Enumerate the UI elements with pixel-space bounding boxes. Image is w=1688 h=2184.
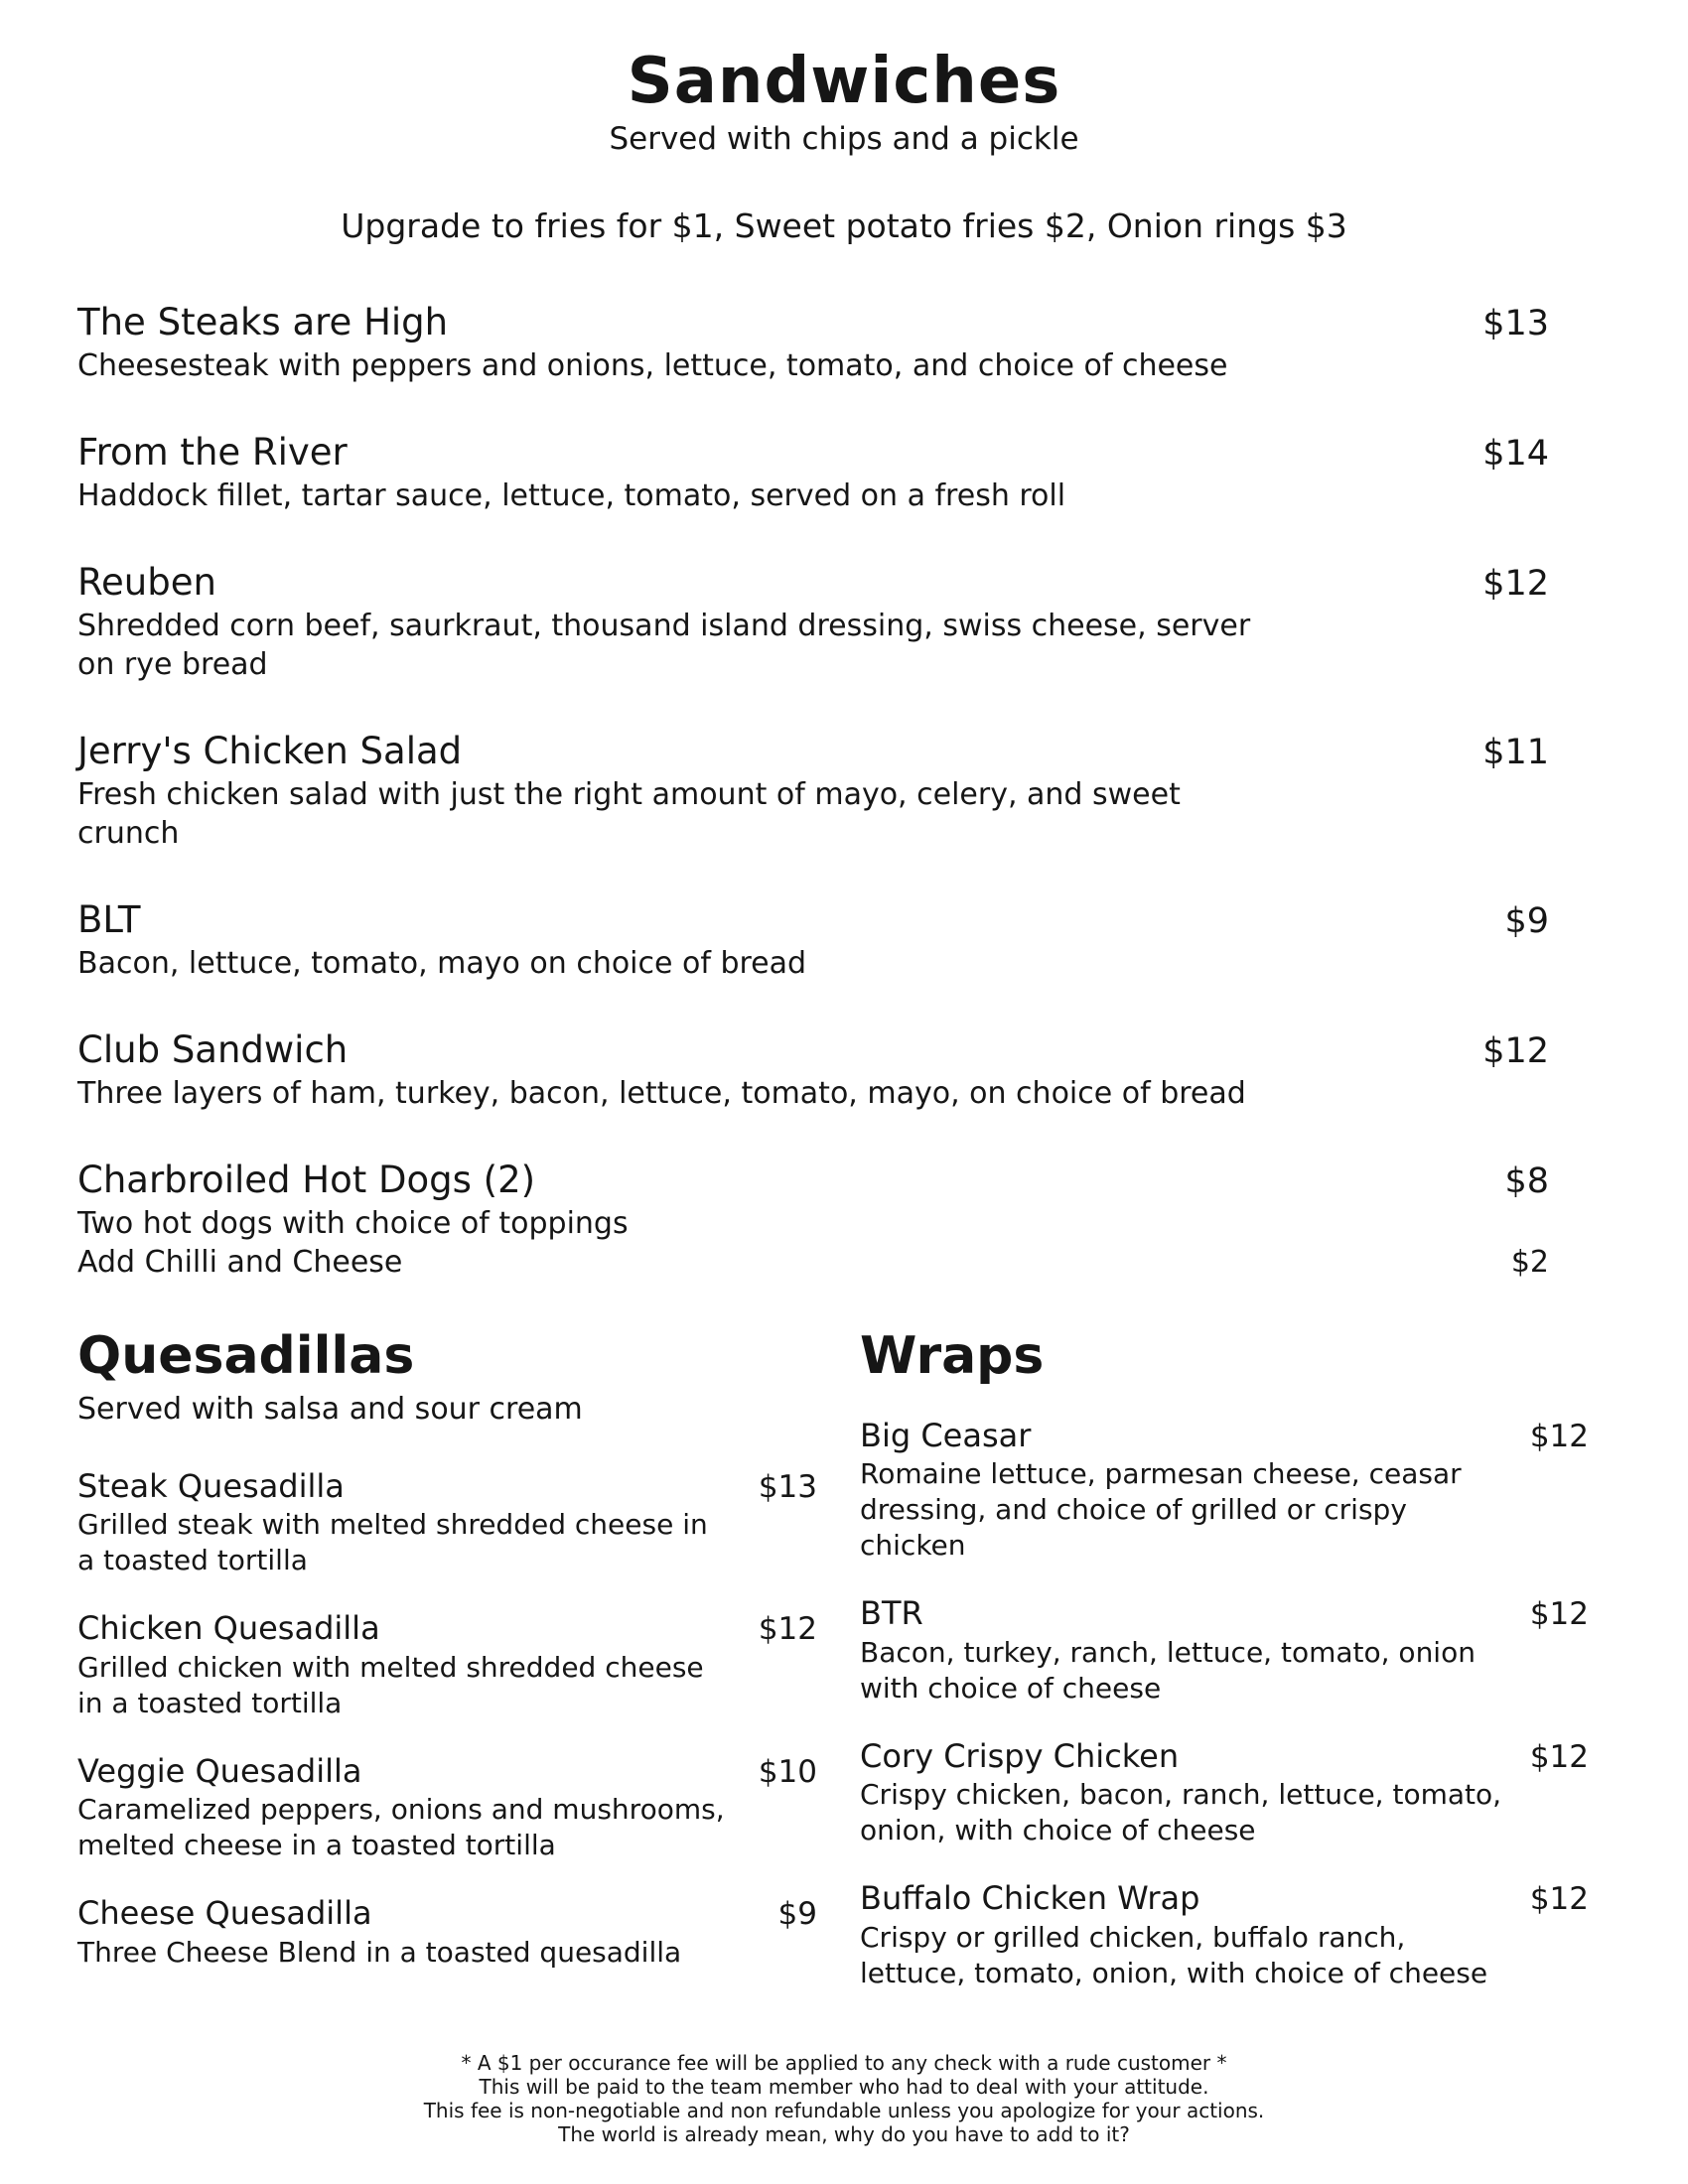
item-description: Three Cheese Blend in a toasted quesadilla: [77, 1936, 682, 1970]
item-description: crunch: [77, 815, 180, 851]
item-price: $14: [1482, 433, 1549, 474]
item-price: $9: [1504, 900, 1549, 941]
menu-item-header: [77, 1157, 1549, 1204]
lower-columns: [77, 1325, 1589, 2021]
item-name: BTR: [860, 1594, 923, 1633]
menu-item-header: [860, 1593, 1589, 1635]
item-name: Reuben: [77, 560, 216, 604]
item-price: $12: [1529, 1881, 1589, 1918]
item-price: $12: [1529, 1738, 1589, 1775]
item-description: Crispy or grilled chicken, buffalo ranch,: [860, 1921, 1406, 1955]
item-name: Cheese Quesadilla: [77, 1894, 372, 1933]
item-name: From the River: [77, 430, 348, 474]
menu-item-header: [77, 728, 1549, 775]
addon-label: Add Chilli and Cheese: [77, 1245, 403, 1281]
item-price: $13: [1482, 303, 1549, 343]
upgrade-note: Upgrade to fries for $1, Sweet potato fries $2, Onion rings $3: [341, 205, 1347, 245]
item-description: Fresh chicken salad with just the right amount of mayo, celery, and sweet: [77, 776, 1181, 812]
menu-item: [77, 559, 1549, 684]
item-description: Two hot dogs with choice of toppings: [77, 1206, 629, 1242]
fine-print-line: * A $1 per occurance fee will be applied to any check with a rude customer *: [461, 2051, 1227, 2075]
item-price: $8: [1504, 1161, 1549, 1202]
item-description: Three layers of ham, turkey, bacon, lettuce, tomato, mayo, on choice of bread: [77, 1076, 1246, 1112]
wraps-list: [860, 1416, 1589, 1991]
menu-item-header: [860, 1736, 1589, 1778]
item-price: $13: [758, 1468, 817, 1505]
menu-item-header: [860, 1878, 1589, 1920]
item-description: onion, with choice of cheese: [860, 1814, 1256, 1847]
item-description: Haddock fillet, tartar sauce, lettuce, tomato, served on a fresh roll: [77, 478, 1066, 513]
item-description: lettuce, tomato, onion, with choice of cheese: [860, 1957, 1488, 1990]
quesadillas-list: [77, 1466, 817, 1971]
menu-item-header: [860, 1416, 1589, 1457]
item-description: Grilled chicken with melted shredded cheese: [77, 1650, 704, 1684]
item-name: Buffalo Chicken Wrap: [860, 1879, 1200, 1918]
menu-item: [860, 1593, 1589, 1706]
item-description: melted cheese in a toasted tortilla: [77, 1829, 556, 1862]
item-price: $11: [1482, 732, 1549, 772]
menu-item: [77, 896, 1549, 983]
item-price: $12: [1529, 1418, 1589, 1454]
menu-item: [77, 1751, 817, 1864]
menu-header: [0, 0, 1688, 245]
item-name: The Steaks are High: [77, 300, 449, 343]
item-description: Cheesesteak with peppers and onions, lettuce, tomato, and choice of cheese: [77, 347, 1228, 383]
item-description: Bacon, turkey, ranch, lettuce, tomato, onion: [860, 1635, 1476, 1669]
item-price: $10: [758, 1753, 817, 1790]
item-price: $9: [777, 1896, 817, 1933]
quesadillas-heading: Quesadillas: [77, 1326, 415, 1387]
menu-item: [77, 728, 1549, 853]
menu-item: [77, 1466, 817, 1579]
fine-print-line: This will be paid to the team member who had to deal with your attitude.: [479, 2075, 1209, 2099]
item-description: Shredded corn beef, saurkraut, thousand island dressing, swiss cheese, server: [77, 608, 1251, 643]
item-price: $12: [1529, 1596, 1589, 1633]
item-name: BLT: [77, 897, 141, 941]
menu-item: [77, 1893, 817, 1971]
wraps-section: [860, 1325, 1589, 2021]
addon-price: $2: [1510, 1245, 1549, 1281]
item-description: dressing, and choice of grilled or crispy: [860, 1493, 1407, 1527]
menu-item-header: [77, 429, 1549, 477]
item-name: Cory Crispy Chicken: [860, 1736, 1180, 1775]
wraps-heading: Wraps: [860, 1326, 1045, 1387]
menu-item: [860, 1736, 1589, 1849]
menu-item: [77, 299, 1549, 385]
item-name: Big Ceasar: [860, 1416, 1032, 1454]
item-name: Veggie Quesadilla: [77, 1751, 362, 1790]
menu-item: [77, 1026, 1549, 1113]
menu-item-header: [77, 1466, 817, 1508]
fine-print-line: The world is already mean, why do you have to add to it?: [558, 2122, 1130, 2146]
item-description: in a toasted tortilla: [77, 1686, 343, 1719]
menu-item: [77, 1608, 817, 1721]
menu-item: [77, 1157, 1549, 1282]
item-description: Bacon, lettuce, tomato, mayo on choice of bread: [77, 946, 807, 982]
item-description: Grilled steak with melted shredded cheese in: [77, 1508, 708, 1542]
menu-item-header: [77, 1026, 1549, 1074]
menu-item-header: [77, 896, 1549, 944]
menu-item-header: [77, 1893, 817, 1935]
page-title: Sandwiches: [627, 45, 1061, 118]
item-name: Charbroiled Hot Dogs (2): [77, 1159, 536, 1202]
item-description: chicken: [860, 1529, 966, 1563]
menu-item: [860, 1878, 1589, 1991]
item-addon: [77, 1243, 1549, 1282]
item-description: a toasted tortilla: [77, 1544, 308, 1577]
page-subtitle: Served with chips and a pickle: [609, 120, 1079, 157]
item-description: Crispy chicken, bacon, ranch, lettuce, tomato,: [860, 1778, 1502, 1812]
fine-print-line: This fee is non-negotiable and non refundable unless you apologize for your actions.: [423, 2099, 1265, 2122]
item-description: with choice of cheese: [860, 1671, 1162, 1705]
item-name: Chicken Quesadilla: [77, 1609, 380, 1648]
sandwiches-section: [77, 299, 1549, 1283]
item-name: Club Sandwich: [77, 1028, 349, 1072]
menu-item-header: [77, 559, 1549, 607]
item-description: on rye bread: [77, 646, 268, 682]
item-name: Steak Quesadilla: [77, 1466, 345, 1505]
footer-fine-print: [0, 2051, 1688, 2146]
menu-item-header: [77, 1608, 817, 1650]
menu-item-header: [77, 299, 1549, 346]
item-price: $12: [1482, 563, 1549, 604]
item-description: Romaine lettuce, parmesan cheese, ceasar: [860, 1457, 1462, 1491]
item-price: $12: [758, 1611, 817, 1648]
quesadillas-section: [77, 1325, 817, 2021]
item-price: $12: [1482, 1031, 1549, 1072]
item-description: Caramelized peppers, onions and mushrooms,: [77, 1793, 725, 1827]
quesadillas-subheading: Served with salsa and sour cream: [77, 1391, 583, 1427]
menu-item-header: [77, 1751, 817, 1793]
menu-item: [860, 1416, 1589, 1565]
item-name: Jerry's Chicken Salad: [77, 729, 463, 772]
menu-item: [77, 429, 1549, 515]
